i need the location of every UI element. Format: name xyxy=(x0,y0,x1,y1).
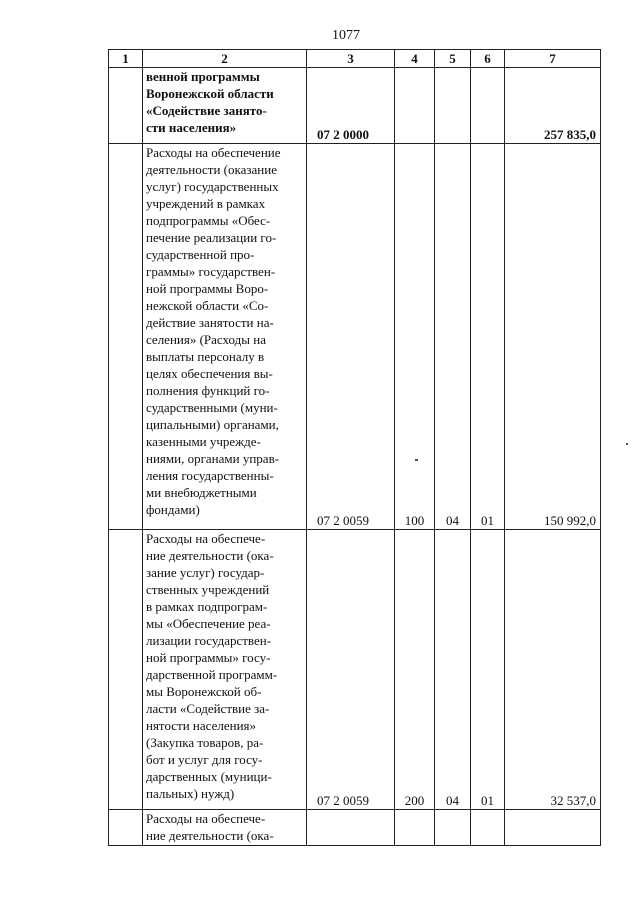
cell-code: 07 2 0059 xyxy=(307,144,395,530)
cell-description: Расходы на обеспече- ние деятельности (ока- xyxy=(143,810,307,846)
cell-number xyxy=(109,144,143,530)
page-number: 1077 xyxy=(332,28,360,43)
cell-section xyxy=(435,68,471,144)
cell-expense-type xyxy=(395,810,435,846)
column-header: 2 xyxy=(143,50,307,68)
cell-code: 07 2 0000 xyxy=(307,68,395,144)
column-header: 3 xyxy=(307,50,395,68)
column-header: 4 xyxy=(395,50,435,68)
cell-section: 04 xyxy=(435,530,471,810)
table-header-row xyxy=(109,50,601,68)
cell-expense-type: 100 xyxy=(395,144,435,530)
cell-description: Расходы на обеспече- ние деятельности (ока- зание услуг) государ- ственных учреждений в рамках подпрограм- мы «Обеспечение реа- лизации государствен- ной программы» госу- дарственной программ- мы Воронежской об- ласти «Содействие за- нятости населения» (Закупка товаров, ра- бот и услуг для госу- дарственных (муници- пальных) нужд) xyxy=(143,530,307,810)
cell-number xyxy=(109,68,143,144)
column-header: 7 xyxy=(505,50,601,68)
cell-expense-type xyxy=(395,68,435,144)
cell-description: Расходы на обеспечение деятельности (оказание услуг) государственных учреждений в рамках подпрограммы «Обес- печение реализации го- сударственной про- граммы» государствен- ной программы Воро- нежской области «Со- действие занятости на- селения» (Расходы на выплаты персоналу в целях обеспечения вы- полнения функций го- сударственными (муни- ципальными) органами, казенными учрежде- ниями, органами управ- ления государственны- ми внебюджетными фондами) xyxy=(143,144,307,530)
cell-subsection xyxy=(471,68,505,144)
cell-description: венной программы Воронежской области «Содействие занято- сти населения» xyxy=(143,68,307,144)
cell-subsection xyxy=(471,810,505,846)
cell-section: 04 xyxy=(435,144,471,530)
cell-code xyxy=(307,810,395,846)
cell-amount: 150 992,0 xyxy=(505,144,601,530)
cell-code: 07 2 0059 xyxy=(307,530,395,810)
table-row xyxy=(109,144,601,530)
cell-expense-type: 200 xyxy=(395,530,435,810)
column-header: 6 xyxy=(471,50,505,68)
column-header: 5 xyxy=(435,50,471,68)
cell-number xyxy=(109,530,143,810)
cell-subsection: 01 xyxy=(471,530,505,810)
scan-speck xyxy=(415,459,418,461)
cell-amount xyxy=(505,810,601,846)
cell-amount: 257 835,0 xyxy=(505,68,601,144)
scan-speck xyxy=(626,443,628,445)
cell-section xyxy=(435,810,471,846)
cell-amount: 32 537,0 xyxy=(505,530,601,810)
cell-subsection: 01 xyxy=(471,144,505,530)
table-row xyxy=(109,68,601,144)
column-header: 1 xyxy=(109,50,143,68)
table-row xyxy=(109,810,601,846)
table-row xyxy=(109,530,601,810)
budget-table xyxy=(108,49,601,846)
cell-number xyxy=(109,810,143,846)
